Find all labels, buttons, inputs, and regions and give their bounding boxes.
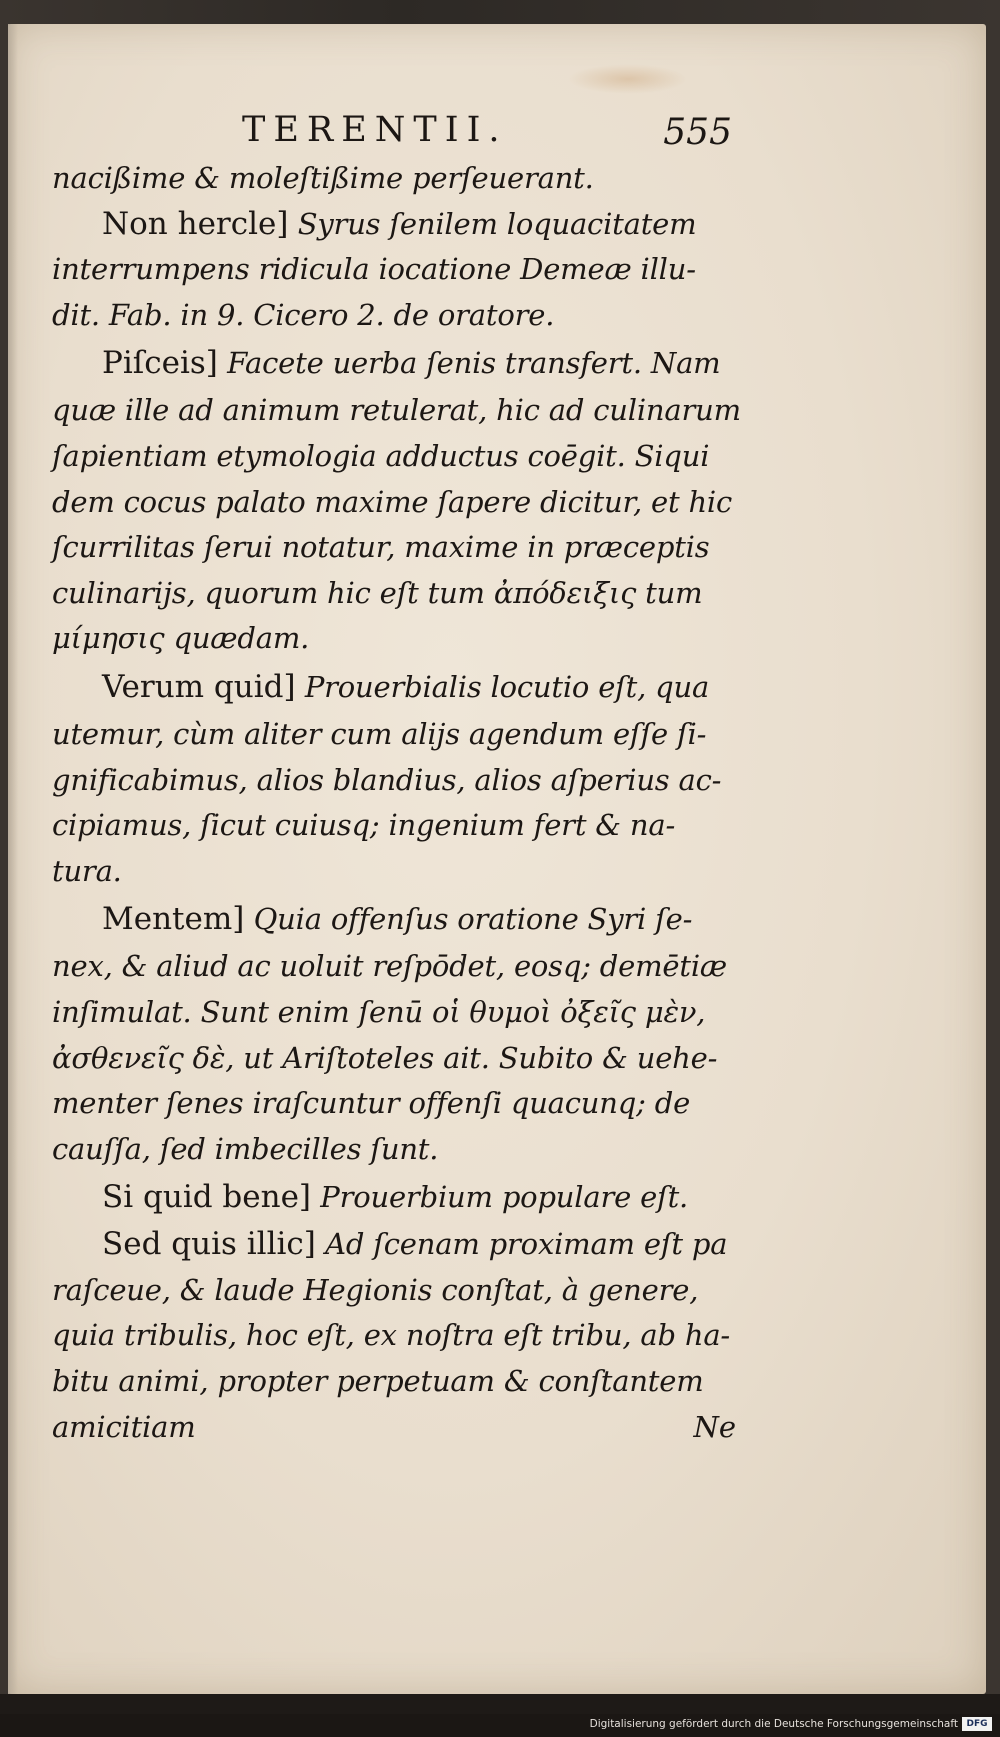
text-line: Sed quis illic] Ad ſcenam proximam eſt pa xyxy=(102,1226,728,1263)
text-line: cipiamus, ſicut cuiusq; ingenium fert & na- xyxy=(52,808,676,843)
text-line: Si quid bene] Prouerbium populare eſt. xyxy=(102,1179,689,1216)
last-line-text: amicitiam xyxy=(52,1409,196,1444)
running-title: TERENTII. xyxy=(242,110,508,150)
lemma: Verum quid] xyxy=(102,668,296,705)
text-line: Verum quid] Prouerbialis locutio eſt, qua xyxy=(102,668,710,705)
text-line: Piſceis] Facete uerba ſenis transfert. Nam xyxy=(102,345,721,382)
commentary-text xyxy=(52,156,741,1450)
text-line: nacißime & moleſtißime perſeuerant. xyxy=(52,161,594,195)
catchword: Ne xyxy=(693,1409,736,1444)
page-number: 555 xyxy=(663,112,732,153)
lemma: Piſceis] xyxy=(102,345,218,382)
text-line: nex, & aliud ac uoluit reſpōdet, eosq; demētiæ xyxy=(52,949,727,984)
text-line: ἀσθενεῖς δὲ, ut Ariſtoteles ait. Subito & uehe- xyxy=(52,1040,718,1075)
text-line: menter ſenes iraſcuntur offenſi quacunq; de xyxy=(52,1086,691,1121)
last-line xyxy=(52,1405,736,1451)
text-line: cauſſa, ſed imbecilles ſunt. xyxy=(52,1131,439,1166)
funding-credit: Digitalisierung gefördert durch die Deutsche Forschungsgemeinschaft xyxy=(589,1718,958,1730)
lemma: Sed quis illic] xyxy=(102,1226,316,1263)
text-line: bitu animi, propter perpetuam & conſtantem xyxy=(52,1364,704,1399)
text-line: dem cocus palato maxime ſapere dicitur, et hic xyxy=(52,484,733,519)
text-line: tura. xyxy=(52,853,122,888)
lemma: Mentem] xyxy=(102,901,245,938)
text-line: utemur, cùm aliter cum alijs agendum eſſe ſi- xyxy=(52,716,707,751)
page-header xyxy=(52,110,732,160)
text-line: interrumpens ridicula iocatione Demeæ illu- xyxy=(52,252,696,287)
text-line: Mentem] Quia offenſus oratione Syri ſe- xyxy=(102,901,693,938)
text-line: Non hercle] Syrus ſenilem loquacitatem xyxy=(102,205,697,242)
text-line: culinarijs, quorum hic eſt tum ἀπόδειξις tum xyxy=(52,575,703,610)
dfg-logo: DFG xyxy=(962,1717,992,1731)
text-line: raſceue, & laude Hegionis conſtat, à genere, xyxy=(52,1272,699,1307)
text-line: gnificabimus, alios blandius, alios aſperius ac- xyxy=(52,762,722,797)
text-line: dit. Fab. in 9. Cicero 2. de oratore. xyxy=(52,297,555,332)
text-line: ſapientiam etymologia adductus coēgit. Siqui xyxy=(52,438,710,473)
text-line: quia tribulis, hoc eſt, ex noſtra eſt tribu, ab ha- xyxy=(52,1318,731,1353)
lemma: Si quid bene] xyxy=(102,1179,312,1216)
text-line: inſimulat. Sunt enim ſenū οἱ θυμοὶ ὀξεῖς μὲν, xyxy=(52,994,706,1029)
text-line: quæ ille ad animum retulerat, hic ad culinarum xyxy=(52,393,741,428)
text-line: μίμησις quædam. xyxy=(52,621,310,656)
lemma: Non hercle] xyxy=(102,205,289,242)
text-line: ſcurrilitas ſerui notatur, maxime in præceptis xyxy=(52,530,710,565)
page-bottom-edge xyxy=(0,1694,1000,1714)
